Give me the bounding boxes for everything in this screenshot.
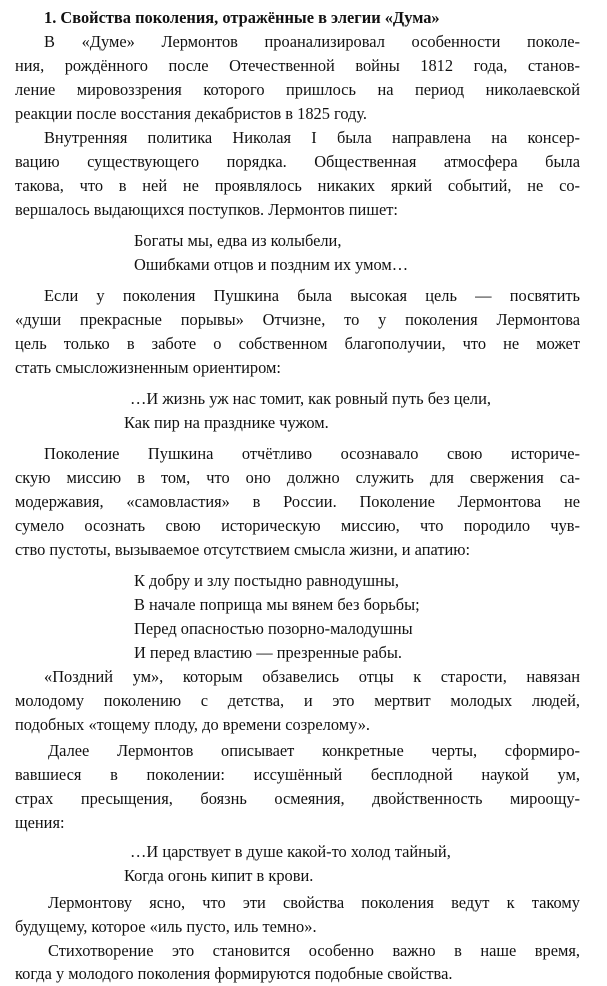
verse-line: Как пир на празднике чужом. [124, 413, 329, 432]
verse-line: …И жизнь уж нас томит, как ровный путь без цели, [130, 389, 491, 408]
paragraph-line: Если у поколения Пушкина была высокая цель — посвятить [44, 286, 580, 305]
paragraph-line: Стихотворение это становится особенно важно в наше время, [48, 941, 580, 960]
paragraph-line: стать смысложизненным ориентиром: [15, 358, 281, 377]
verse-line: И перед властию — презренные рабы. [134, 643, 402, 662]
paragraph-line: вавшиеся в поколении: иссушённый бесплодной наукой ум, [15, 765, 580, 784]
paragraph-line: «Поздний ум», которым обзавелись отцы к старости, навязан [44, 667, 580, 686]
paragraph-line: В «Думе» Лермонтов проанализировал особенности поколе- [44, 32, 580, 51]
paragraph-line: сумело осознать свою историческую миссию, что породило чув- [15, 516, 580, 535]
paragraph-line: Лермонтову ясно, что эти свойства поколения ведут к такому [48, 893, 580, 912]
verse-line: Ошибками отцов и поздним их умом… [134, 255, 409, 274]
paragraph-line: скую миссию в том, что оно должно служить для свержения са- [15, 468, 580, 487]
paragraph-line: подобных «тощему плоду, до времени созрелому». [15, 715, 370, 734]
verse-line: …И царствует в душе какой-то холод тайный, [130, 842, 451, 861]
paragraph-line: вершалось выдающихся поступков. Лермонтов пишет: [15, 200, 398, 219]
paragraph-line: молодому поколению с детства, и это мертвит молодых людей, [15, 691, 580, 710]
paragraph-line: Внутренняя политика Николая I была направлена на консер- [44, 128, 580, 147]
paragraph-line: ния, рождённого после Отечественной войны 1812 года, станов- [15, 56, 580, 75]
paragraph-line: будущему, которое «иль пусто, иль темно». [15, 917, 317, 936]
paragraph-line: Поколение Пушкина отчётливо осознавало свою историче- [44, 444, 580, 463]
paragraph-line: ление мировоззрения которого пришлось на период николаевской [15, 80, 580, 99]
verse-line: Когда огонь кипит в крови. [124, 866, 314, 885]
verse-line: В начале поприща мы вянем без борьбы; [134, 595, 420, 614]
paragraph-line: цель только в заботе о собственном благополучии, что не может [15, 334, 580, 353]
paragraph-line: реакции после восстания декабристов в 1825 году. [15, 104, 368, 123]
paragraph-line: «души прекрасные порывы» Отчизне, то у поколения Лермонтова [15, 310, 580, 329]
paragraph-line: когда у молодого поколения формируются подобные свойства. [15, 964, 453, 983]
paragraph-line: ство пустоты, вызываемое отсутствием смысла жизни, и апатию: [15, 540, 471, 559]
paragraph-line: Далее Лермонтов описывает конкретные черты, сформиро- [48, 741, 580, 760]
verse-line: К добру и злу постыдно равнодушны, [134, 571, 399, 590]
verse-line: Перед опасностью позорно-малодушны [134, 619, 413, 638]
paragraph-line: вацию существующего порядка. Общественная атмосфера была [15, 152, 580, 171]
paragraph-line: такова, что в ней не проявлялось никаких яркий событий, не со- [15, 176, 580, 195]
document-title: 1. Свойства поколения, отражённые в элегии «Дума» [44, 8, 440, 27]
verse-line: Богаты мы, едва из колыбели, [134, 231, 342, 250]
paragraph-line: страх пресыщения, боязнь осмеяния, двойственность мироощу- [15, 789, 580, 808]
paragraph-line: модержавия, «самовластия» в России. Поколение Лермонтова не [15, 492, 580, 511]
paragraph-line: щения: [15, 813, 65, 832]
